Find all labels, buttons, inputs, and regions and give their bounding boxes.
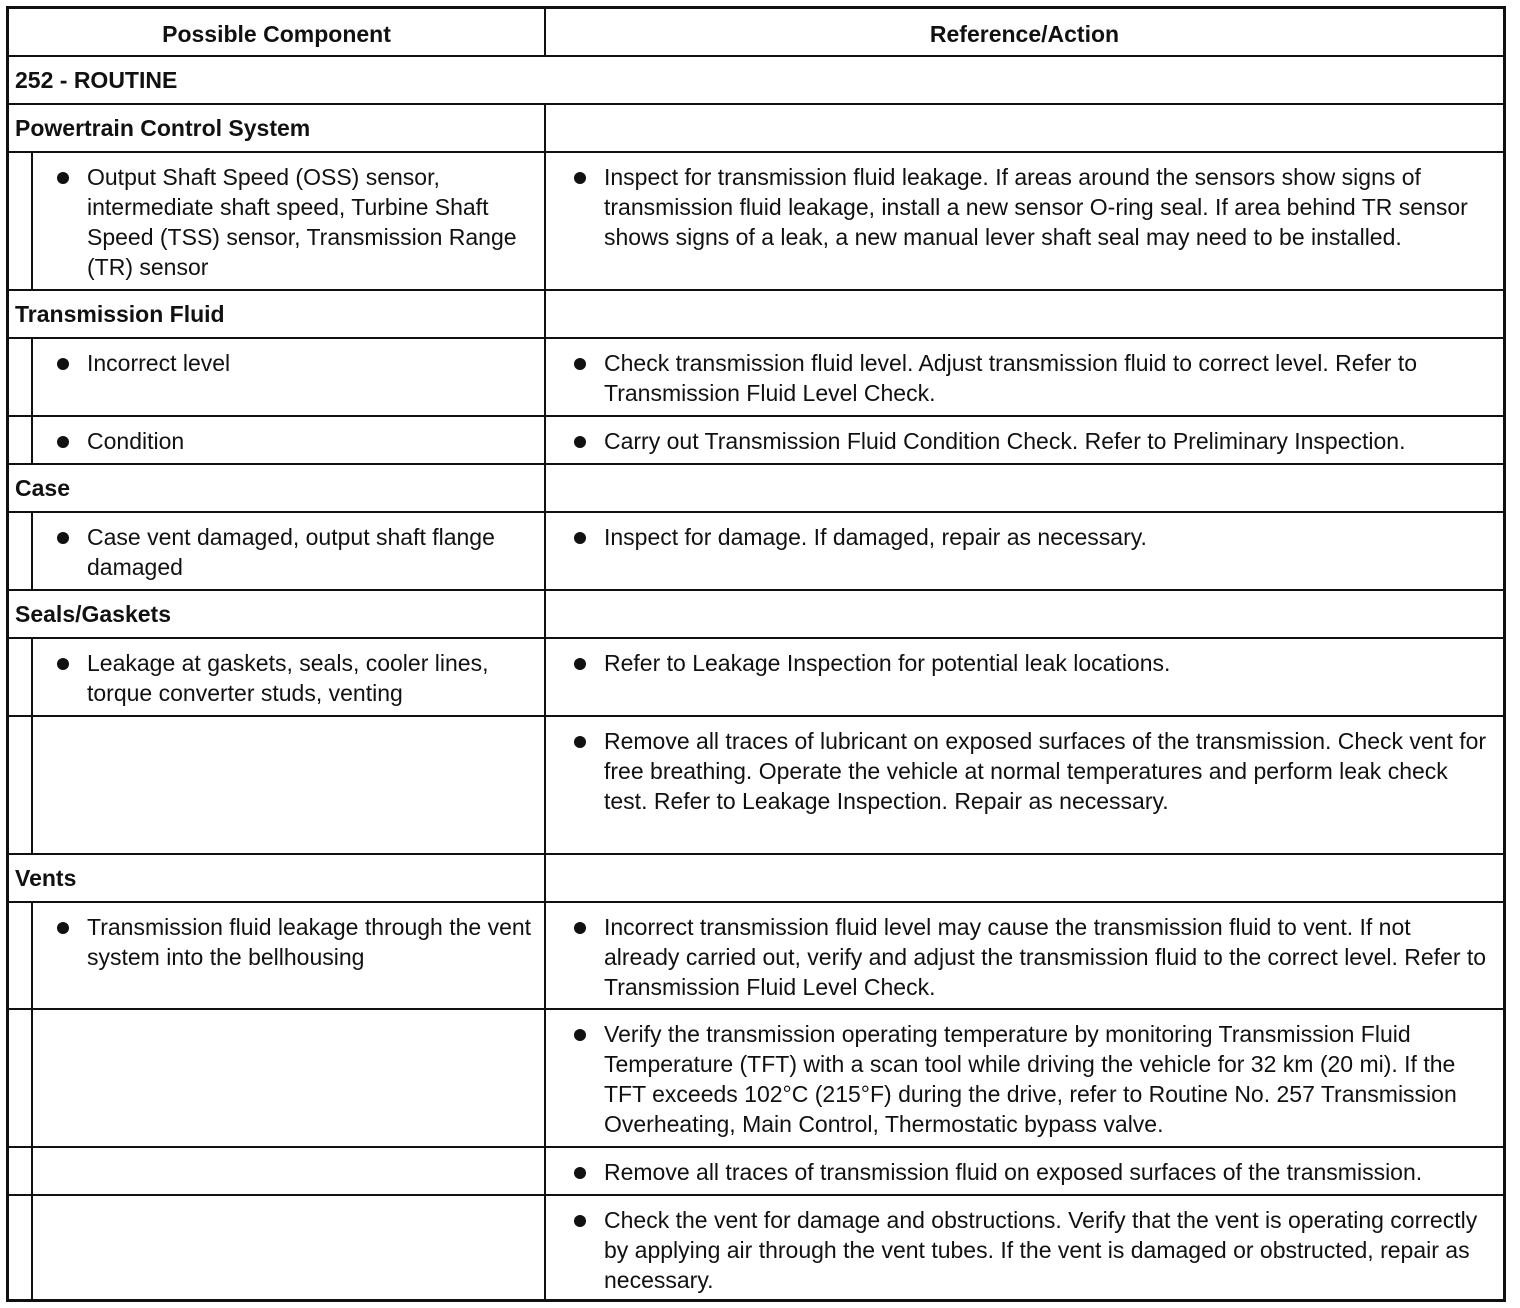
table-row [9, 717, 1503, 855]
header-possible-component: Possible Component [9, 9, 546, 55]
bullet-icon [57, 172, 69, 184]
section-row [9, 105, 1503, 153]
section-title: Transmission Fluid [9, 291, 546, 337]
section-title: Vents [9, 855, 546, 901]
component-text: Case vent damaged, output shaft flange damaged [87, 524, 495, 580]
bullet-icon [57, 922, 69, 934]
action-text: Remove all traces of transmission fluid on exposed surfaces of the transmission. [604, 1159, 1423, 1185]
bullet-icon [574, 736, 586, 748]
section-row [9, 291, 1503, 339]
table-row [9, 513, 1503, 591]
bullet-icon [574, 358, 586, 370]
action-text: Verify the transmission operating temperature by monitoring Transmission Fluid Temperature (TFT) with a scan tool while driving the vehicle for 32 km (20 mi). If the TFT exceeds 102°C (215°F) during the drive, refer to Routine No. 257 Transmission Overheating, Main Control, Thermostatic bypass valve. [604, 1021, 1457, 1137]
component-text: Leakage at gaskets, seals, cooler lines, torque converter studs, venting [87, 650, 489, 706]
header-reference-action: Reference/Action [929, 21, 1120, 47]
table-row [9, 1010, 1503, 1148]
action-text: Carry out Transmission Fluid Condition Check. Refer to Preliminary Inspection. [604, 428, 1406, 454]
bullet-icon [574, 436, 586, 448]
section-title: Case [9, 465, 546, 511]
action-text: Refer to Leakage Inspection for potential leak locations. [604, 650, 1171, 676]
bullet-icon [574, 532, 586, 544]
action-text: Inspect for damage. If damaged, repair as necessary. [604, 524, 1147, 550]
section-row [9, 465, 1503, 513]
table-row [9, 639, 1503, 717]
bullet-icon [574, 1029, 586, 1041]
section-title: Powertrain Control System [9, 105, 546, 151]
bullet-icon [57, 532, 69, 544]
diagnostic-table [6, 6, 1506, 1302]
table-row [9, 1148, 1503, 1196]
section-title: Seals/Gaskets [9, 591, 546, 637]
action-text: Check transmission fluid level. Adjust transmission fluid to correct level. Refer to Transmission Fluid Level Check. [604, 350, 1417, 406]
bullet-icon [574, 922, 586, 934]
table-row [9, 339, 1503, 417]
component-text: Transmission fluid leakage through the vent system into the bellhousing [87, 914, 532, 970]
component-text: Output Shaft Speed (OSS) sensor, intermediate shaft speed, Turbine Shaft Speed (TSS) sensor, Transmission Range (TR) sensor [87, 164, 517, 280]
table-row [9, 1196, 1503, 1299]
routine-title: 252 - ROUTINE [15, 67, 178, 93]
table-row [9, 417, 1503, 465]
action-text: Remove all traces of lubricant on exposed surfaces of the transmission. Check vent for free breathing. Operate the vehicle at normal temperatures and perform leak check test. Refer to Leakage Inspection. Repair as necessary. [604, 728, 1487, 814]
bullet-icon [574, 1215, 586, 1227]
bullet-icon [574, 1167, 586, 1179]
action-text: Incorrect transmission fluid level may cause the transmission fluid to vent. If not already carried out, verify and adjust the transmission fluid to the correct level. Refer to Transmission Fluid Level Check. [604, 914, 1487, 1000]
component-text: Incorrect level [87, 350, 231, 376]
section-row [9, 855, 1503, 903]
bullet-icon [57, 358, 69, 370]
bullet-icon [574, 172, 586, 184]
table-header-row [9, 9, 1503, 57]
component-text: Condition [87, 428, 185, 454]
bullet-icon [574, 658, 586, 670]
action-text: Inspect for transmission fluid leakage. If areas around the sensors show signs of transmission fluid leakage, install a new sensor O-ring seal. If area behind TR sensor shows signs of a leak, a new manual lever shaft seal may need to be installed. [604, 164, 1468, 250]
bullet-icon [57, 658, 69, 670]
table-row [9, 153, 1503, 291]
bullet-icon [57, 436, 69, 448]
table-row [9, 903, 1503, 1010]
action-text: Check the vent for damage and obstructions. Verify that the vent is operating correctly by applying air through the vent tubes. If the vent is damaged or obstructed, repair as necessary. [604, 1207, 1478, 1293]
section-row [9, 591, 1503, 639]
routine-row [9, 57, 1503, 105]
